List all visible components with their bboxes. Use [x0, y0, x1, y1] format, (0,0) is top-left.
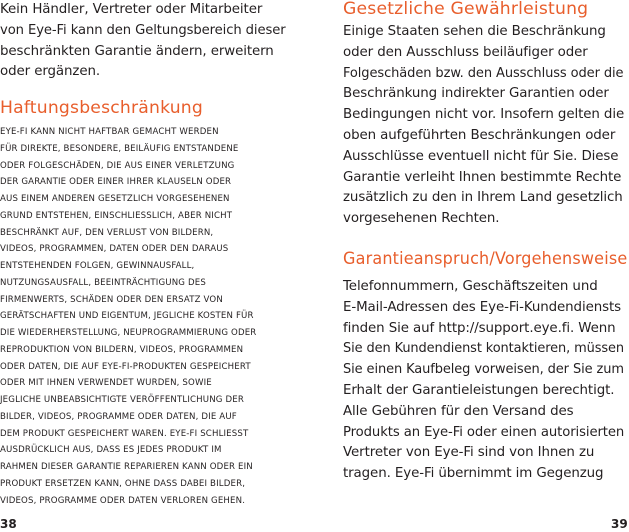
liability-line: GRUND ENTSTEHEN, EINSCHLIESSLICH, ABER NICHT — [0, 210, 233, 221]
legal-warranty-line: Garantie verleiht Ihnen bestimmte Rechte — [343, 169, 622, 185]
liability-line: FÜR DIREKTE, BESONDERE, BEILÄUFIG ENTSTANDENE — [0, 143, 239, 154]
liability-line: VIDEOS, PROGRAMME ODER DATEN VERLOREN GEHEN. — [0, 495, 246, 506]
liability-line: NUTZUNGSAUSFALL, BEEINTRÄCHTIGUNG DES — [0, 277, 206, 288]
legal-warranty-line: Bedingungen nicht vor. Insofern gelten die — [343, 107, 625, 123]
warranty-claim-line: Produkts an Eye-Fi oder einen autorisierten — [343, 424, 625, 440]
liability-line: DEM PRODUKT GESPEICHERT WAREN. EYE-FI SCHLIESST — [0, 428, 249, 439]
legal-warranty-line: vorgesehenen Rechten. — [343, 211, 500, 227]
liability-line: RAHMEN DIESER GARANTIE REPARIEREN KANN ODER EIN — [0, 462, 253, 472]
warranty-claim-line: tragen. Eye-Fi übernimmt im Gegenzug — [343, 466, 604, 482]
liability-line: ODER MIT IHNEN VERWENDET WURDEN, SOWIE — [0, 378, 212, 389]
liability-line: DIE WIEDERHERSTELLUNG, NEUPROGRAMMIERUNG ODER — [0, 328, 257, 338]
page-number-left: 38 — [0, 517, 17, 531]
warranty-claim-line: Sie einen Kaufbeleg vorweisen, der Sie zum — [343, 362, 624, 378]
liability-line: ODER DATEN, DIE AUF EYE-FI-PRODUKTEN GESPEICHERT — [0, 361, 251, 372]
warranty-claim-line: Telefonnummern, Geschäftszeiten und — [343, 279, 598, 294]
liability-line: AUS EINEM ANDEREN GESETZLICH VORGESEHENEN — [0, 194, 230, 204]
liability-line: FIRMENWERTS, SCHÄDEN ODER DEN ERSATZ VON — [0, 294, 223, 305]
liability-line: REPRODUKTION VON BILDERN, VIDEOS, PROGRAMMEN — [0, 344, 244, 355]
liability-line: EYE-FI KANN NICHT HAFTBAR GEMACHT WERDEN — [0, 127, 219, 137]
liability-heading: Haftungsbeschränkung — [0, 98, 203, 118]
legal-warranty-line: Einige Staaten sehen die Beschränkung — [343, 24, 606, 39]
liability-line: ENTSTEHENDEN FOLGEN, GEWINNAUSFALL, — [0, 261, 195, 271]
legal-warranty-line: oben aufgeführten Beschränkungen oder — [343, 128, 616, 143]
legal-warranty-heading: Gesetzliche Gewährleistung — [343, 0, 589, 19]
intro-line: oder ergänzen. — [0, 64, 101, 80]
liability-line: GERÄTSCHAFTEN UND EIGENTUM, JEGLICHE KOSTEN FÜR — [0, 311, 254, 322]
liability-line: VIDEOS, PROGRAMMEN, DATEN ODER DEN DARAUS — [0, 244, 229, 255]
warranty-claim-line: Vertreter von Eye-Fi sind von Ihnen zu — [343, 445, 595, 461]
warranty-claim-line: Alle Gebühren für den Versand des — [343, 403, 574, 419]
liability-line: ODER FOLGESCHÄDEN, DIE AUS EINER VERLETZUNG — [0, 160, 235, 171]
liability-line: PRODUKT ERSETZEN KANN, OHNE DASS DABEI BILDER, — [0, 478, 246, 489]
warranty-claim-line: finden Sie auf http://support.eye.fi. Wenn — [343, 320, 616, 336]
warranty-claim-line: Sie den Kundendienst kontaktieren, müssen — [343, 341, 624, 357]
legal-warranty-line: zusätzlich zu den in Ihrem Land gesetzlich — [343, 190, 623, 206]
liability-line: AUSDRÜCKLICH AUS, DASS ES JEDES PRODUKT IM — [0, 445, 222, 456]
warranty-claim-line: E-Mail-Adressen des Eye-Fi-Kundendiensts — [343, 299, 622, 315]
warranty-claim-line: Erhalt der Garantieleistungen berechtigt. — [343, 383, 615, 398]
liability-line: JEGLICHE UNBEABSICHTIGTE VERÖFFENTLICHUNG DER — [0, 395, 244, 405]
legal-warranty-line: oder den Ausschluss beiläufiger oder — [343, 44, 588, 60]
liability-line: BILDER, VIDEOS, PROGRAMME ODER DATEN, DIE AUF — [0, 411, 237, 422]
legal-warranty-line: Ausschlüsse eventuell nicht für Sie. Diese — [343, 148, 619, 164]
intro-line: beschränkten Garantie ändern, erweitern — [0, 43, 274, 59]
intro-line: Kein Händler, Vertreter oder Mitarbeiter — [0, 2, 263, 17]
liability-line: DER GARANTIE ODER EINER IHRER KLAUSELN ODER — [0, 177, 232, 188]
warranty-claim-heading: Garantieanspruch/Vorgehensweise — [343, 249, 628, 269]
legal-warranty-line: Beschränkung indirekter Garantien oder — [343, 86, 609, 102]
legal-warranty-line: Folgeschäden bzw. den Ausschluss oder die — [343, 65, 624, 81]
intro-line: von Eye-Fi kann den Geltungsbereich dieser — [0, 22, 286, 38]
liability-line: BESCHRÄNKT AUF, DEN VERLUST VON BILDERN, — [0, 227, 214, 238]
page-number-right: 39 — [611, 517, 628, 531]
